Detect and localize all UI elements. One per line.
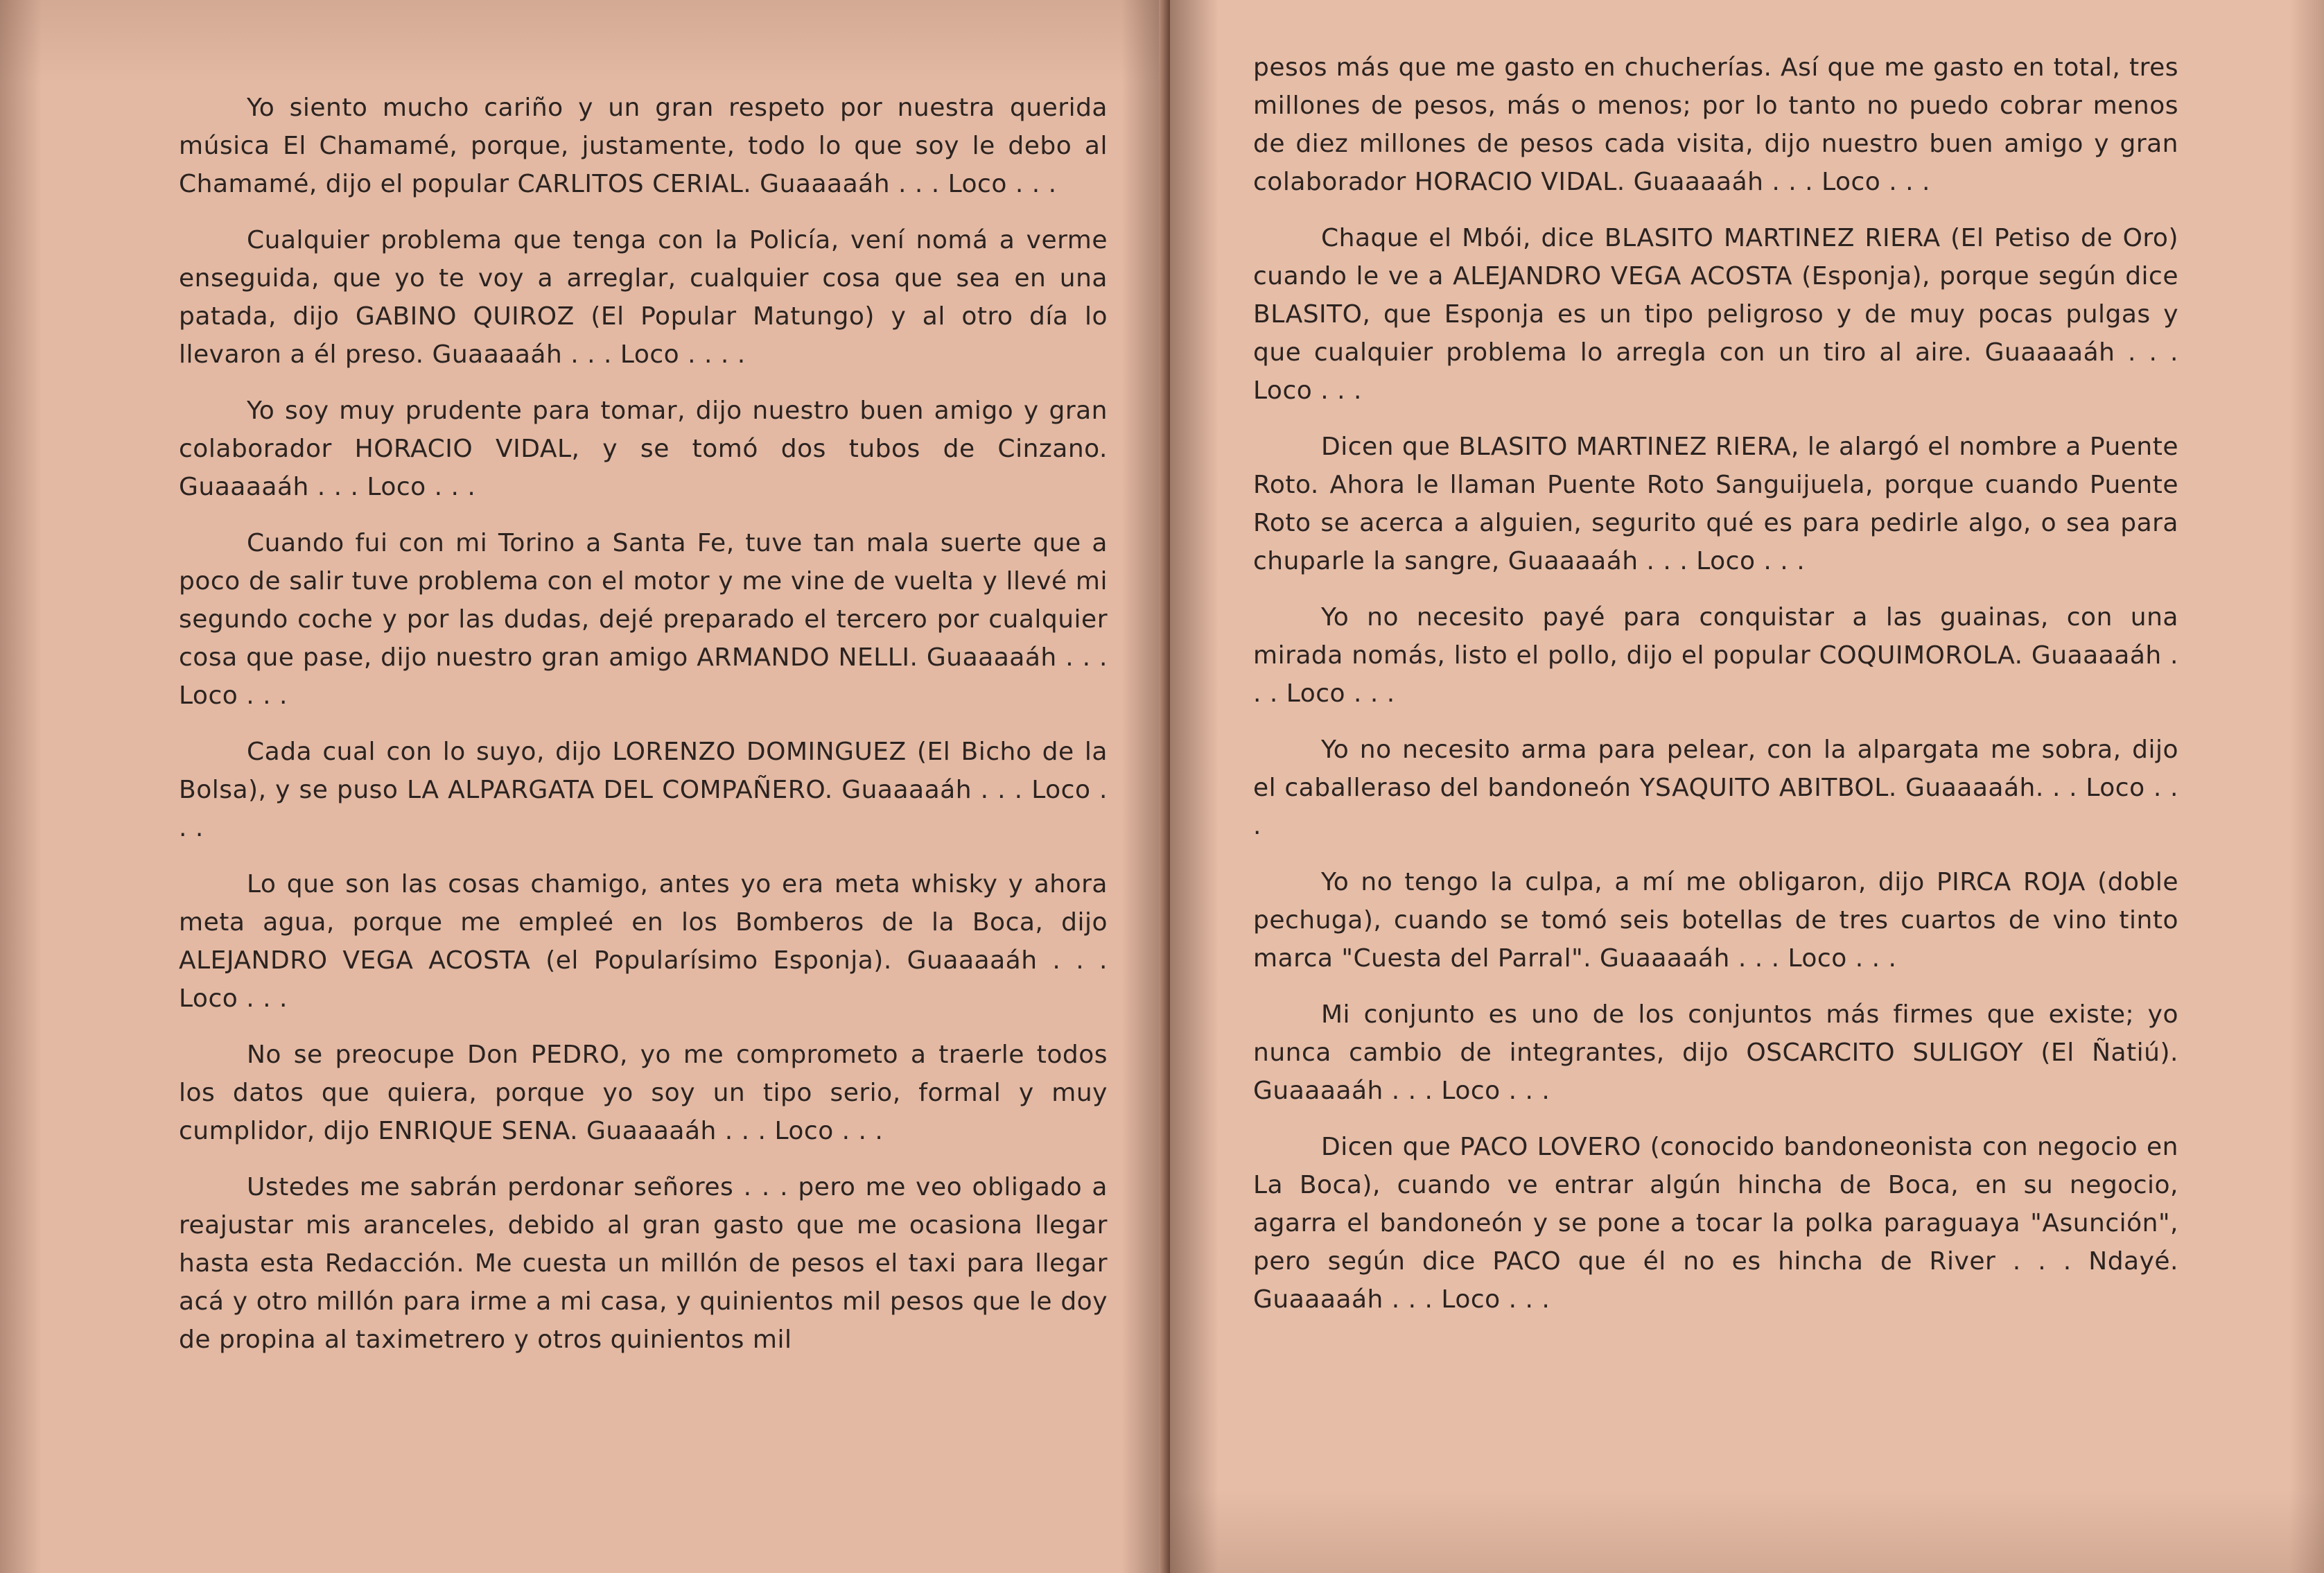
paragraph: Dicen que BLASITO MARTINEZ RIERA, le alargó el nombre a Puente Roto. Ahora le llaman Puente Roto Sanguijuela, porque cuando Puente Roto se acerca a alguien, segurito qué es para pedirle algo, o sea para chuparle la sangre, Guaaaaáh . . . Loco . . . bbox=[1253, 433, 2178, 575]
right-page-text bbox=[1253, 49, 2178, 1337]
paragraph: Mi conjunto es uno de los conjuntos más firmes que existe; yo nunca cambio de integrantes, dijo OSCARCITO SULIGOY (El Ñatiú). Guaaaaáh . . . Loco . . . bbox=[1253, 1000, 2178, 1105]
left-page-text bbox=[179, 89, 1108, 1377]
paragraph: Yo no tengo la culpa, a mí me obligaron, dijo PIRCA ROJA (doble pechuga), cuando se tomó seis botellas de tres cuartos de vino tinto marca "Cuesta del Parral". Guaaaaáh . . . Loco . . . bbox=[1253, 868, 2178, 973]
paragraph: Cualquier problema que tenga con la Policía, vení nomá a verme enseguida, que yo te voy a arreglar, cualquier cosa que sea en una patada, dijo GABINO QUIROZ (El Popular Matungo) y al otro día lo llevaron a él preso. Guaaaaáh . . . Loco . . . . bbox=[179, 226, 1108, 369]
paragraph: No se preocupe Don PEDRO, yo me comprometo a traerle todos los datos que quiera, porque yo soy un tipo serio, formal y muy cumplidor, dijo ENRIQUE SENA. Guaaaaáh . . . Loco . . . bbox=[179, 1041, 1108, 1145]
paragraph: Yo no necesito arma para pelear, con la alpargata me sobra, dijo el caballeraso del bandoneón YSAQUITO ABITBOL. Guaaaaáh. . . Loco . . . bbox=[1253, 736, 2178, 840]
right-page bbox=[1170, 0, 2324, 1573]
paragraph: Dicen que PACO LOVERO (conocido bandoneonista con negocio en La Boca), cuando ve entrar algún hincha de Boca, en su negocio, agarra el bandoneón y se pone a tocar la polka paraguaya "Asunción", pero según dice PACO que él no es hincha de River . . . Ndayé. Guaaaaáh . . . Loco . . . bbox=[1253, 1133, 2178, 1314]
paragraph: Yo soy muy prudente para tomar, dijo nuestro buen amigo y gran colaborador HORACIO VIDAL, y se tomó dos tubos de Cinzano. Guaaaaáh . . . Loco . . . bbox=[179, 397, 1108, 501]
paragraph: Ustedes me sabrán perdonar señores . . . pero me veo obligado a reajustar mis aranceles, debido al gran gasto que me ocasiona llegar hasta esta Redacción. Me cuesta un millón de pesos el taxi para llegar acá y otro millón para irme a mi casa, y quinientos mil pesos que le doy de propina al taximetrero y otros quinientos mil bbox=[179, 1173, 1108, 1354]
paragraph: Yo siento mucho cariño y un gran respeto por nuestra querida música El Chamamé, porque, justamente, todo lo que soy le debo al Chamamé, dijo el popular CARLITOS CERIAL. Guaaaaáh . . . Loco . . . bbox=[179, 94, 1108, 198]
paragraph: Yo no necesito payé para conquistar a las guainas, con una mirada nomás, listo el pollo, dijo el popular COQUIMOROLA. Guaaaaáh . . . Loco . . . bbox=[1253, 603, 2178, 708]
paragraph: Lo que son las cosas chamigo, antes yo era meta whisky y ahora meta agua, porque me empleé en los Bomberos de la Boca, dijo ALEJANDRO VEGA ACOSTA (el Popularísimo Esponja). Guaaaaáh . . . Loco . . . bbox=[179, 870, 1108, 1013]
paragraph: Cada cual con lo suyo, dijo LORENZO DOMINGUEZ (El Bicho de la Bolsa), y se puso LA ALPARGATA DEL COMPAÑERO. Guaaaaáh . . . Loco . . . bbox=[179, 738, 1108, 842]
paragraph: Cuando fui con mi Torino a Santa Fe, tuve tan mala suerte que a poco de salir tuve problema con el motor y me vine de vuelta y llevé mi segundo coche y por las dudas, dejé preparado el tercero por cualquier cosa que pase, dijo nuestro gran amigo ARMANDO NELLI. Guaaaaáh . . . Loco . . . bbox=[179, 529, 1108, 710]
paragraph: Chaque el Mbói, dice BLASITO MARTINEZ RIERA (El Petiso de Oro) cuando le ve a ALEJANDRO VEGA ACOSTA (Esponja), porque según dice BLASITO, que Esponja es un tipo peligroso y de muy pocas pulgas y que cualquier problema lo arregla con un tiro al aire. Guaaaaáh . . . Loco . . . bbox=[1253, 224, 2178, 405]
continued-paragraph: pesos más que me gasto en chucherías. Así que me gasto en total, tres millones de pesos, más o menos; por lo tanto no puedo cobrar menos de diez millones de pesos cada visita, dijo nuestro buen amigo y gran colaborador HORACIO VIDAL. Guaaaaáh . . . Loco . . . bbox=[1253, 53, 2178, 196]
